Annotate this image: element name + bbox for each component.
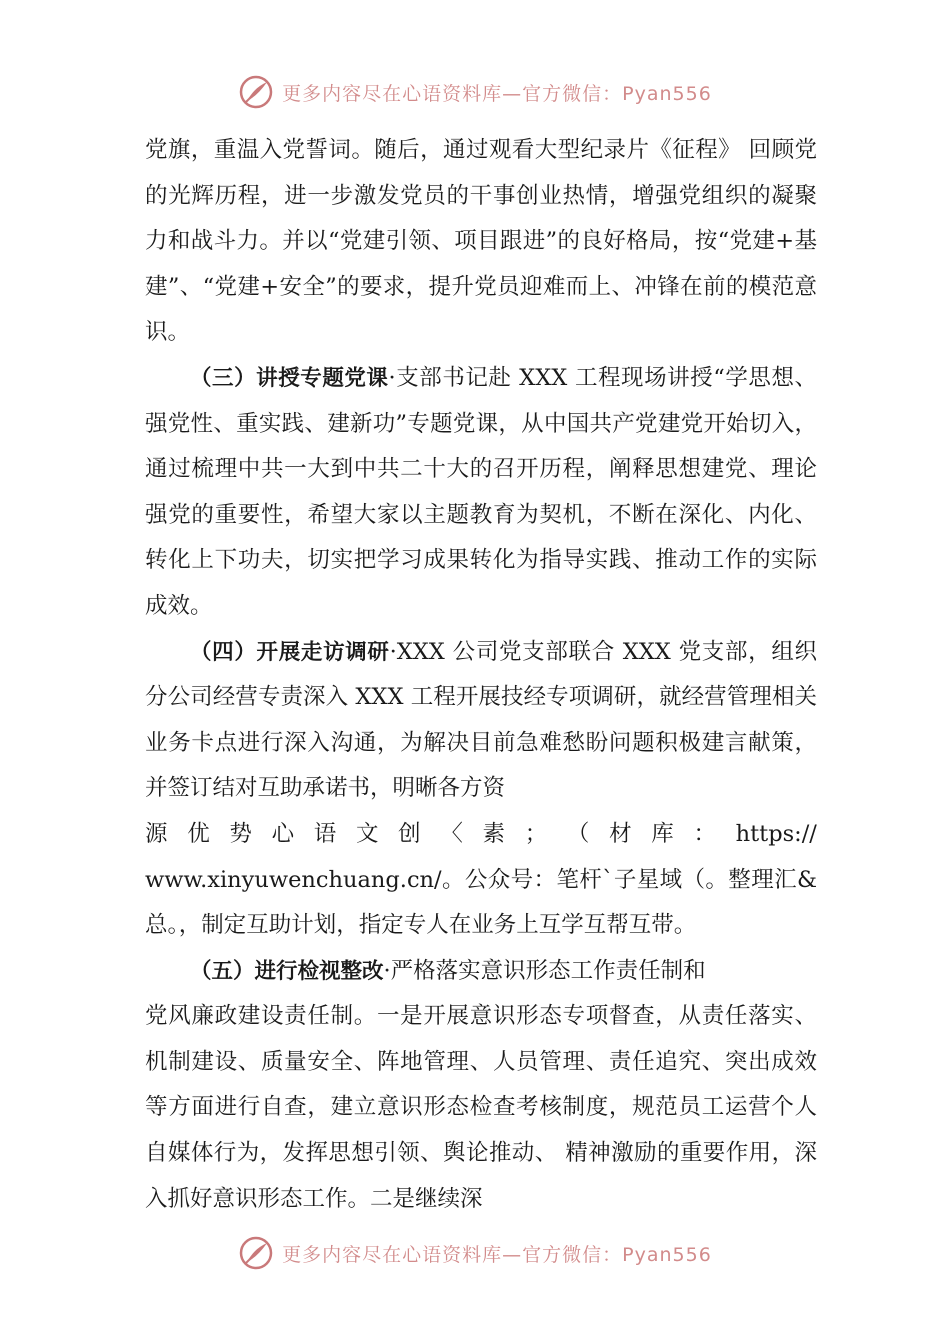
section-four-heading: （四）开展走访调研 xyxy=(190,639,390,665)
spread-char: （ xyxy=(566,820,590,847)
spread-char: https:// xyxy=(735,820,817,847)
quill-logo-icon xyxy=(238,74,274,110)
section-three xyxy=(145,356,817,630)
spread-char: 材 xyxy=(609,820,632,847)
spread-char: 创 xyxy=(398,820,421,847)
section-three-text: ·支部书记赴 XXX 工程现场讲授“学思想、强党性、重实践、建新功”专题党课，从中国共产党建党开始切入，通过梳理中共一大到中共二十大的召开历程，阐释思想建党、理论强党的重要性，希望大家以主题教育为契机，不断在深化、内化、转化上下功夫，切实把学习成果转化为指导实践、推动工作的实际成效。 xyxy=(145,364,817,619)
spread-char: 库 xyxy=(651,820,674,847)
section-four-tail: www.xinyuwenchuang.cn/。公众号：笔杆`子星域（。整理汇&总。，制定互助计划，指定专人在业务上互学互帮互带。 xyxy=(145,866,817,939)
watermark-text: 更多内容尽在心语资料库—官方微信：Pyan556 xyxy=(282,82,712,105)
spread-char: 优 xyxy=(187,820,210,847)
section-five-heading: （五）进行检视整改 xyxy=(190,958,384,984)
section-five-text: 党风廉政建设责任制。一是开展意识形态专项督查，从责任落实、机制建设、质量安全、阵地管理、人员管理、责任追究、突出成效等方面进行自查，建立意识形态检查考核制度，规范员工运营个人自媒体行为，发挥思想引领、舆论推动、 精神激励的重要作用，深入抓好意识形态工作。二是继续深 xyxy=(145,1003,817,1212)
section-three-heading: （三）讲授专题党课 xyxy=(190,365,389,391)
spread-char: 〈 xyxy=(440,820,463,847)
spread-char: ； xyxy=(524,820,548,847)
section-four-text: ·XXX 公司党支部联合 XXX 党支部，组织分公司经营专责深入 XXX 工程开展技经专项调研，就经营管理相关业务卡点进行深入沟通，为解决目前急难愁盼问题积极建言献策，并签订结对互助承诺书，明晰各方资 xyxy=(145,638,817,802)
document-body xyxy=(145,128,817,1222)
section-four-spread-line xyxy=(145,812,817,858)
spread-char: 源 xyxy=(145,820,168,847)
quill-logo-icon xyxy=(238,1235,274,1271)
section-five-line-one: ·严格落实意识形态工作责任制和 xyxy=(383,957,706,984)
spread-char: 文 xyxy=(355,820,379,847)
spread-char: 语 xyxy=(313,820,337,847)
watermark-text: 更多内容尽在心语资料库—官方微信：Pyan556 xyxy=(282,1243,712,1266)
footer-watermark xyxy=(0,1233,950,1273)
paragraph-continuation: 党旗，重温入党誓词。随后，通过观看大型纪录片《征程》 回顾党的光辉历程，进一步激发党员的干事创业热情，增强党组织的凝聚力和战斗力。并以“党建引领、项目跟进”的良好格局，按“党建+基建”、“党建+安全”的要求，提升党员迎难而上、冲锋在前的模范意识。 xyxy=(145,137,817,346)
section-five-first-line xyxy=(145,949,817,995)
section-four xyxy=(145,630,817,812)
spread-char: ： xyxy=(693,820,716,847)
spread-char: 素 xyxy=(482,820,506,847)
header-watermark xyxy=(0,72,950,112)
spread-char: 心 xyxy=(271,820,295,847)
spread-char: 势 xyxy=(229,820,252,847)
